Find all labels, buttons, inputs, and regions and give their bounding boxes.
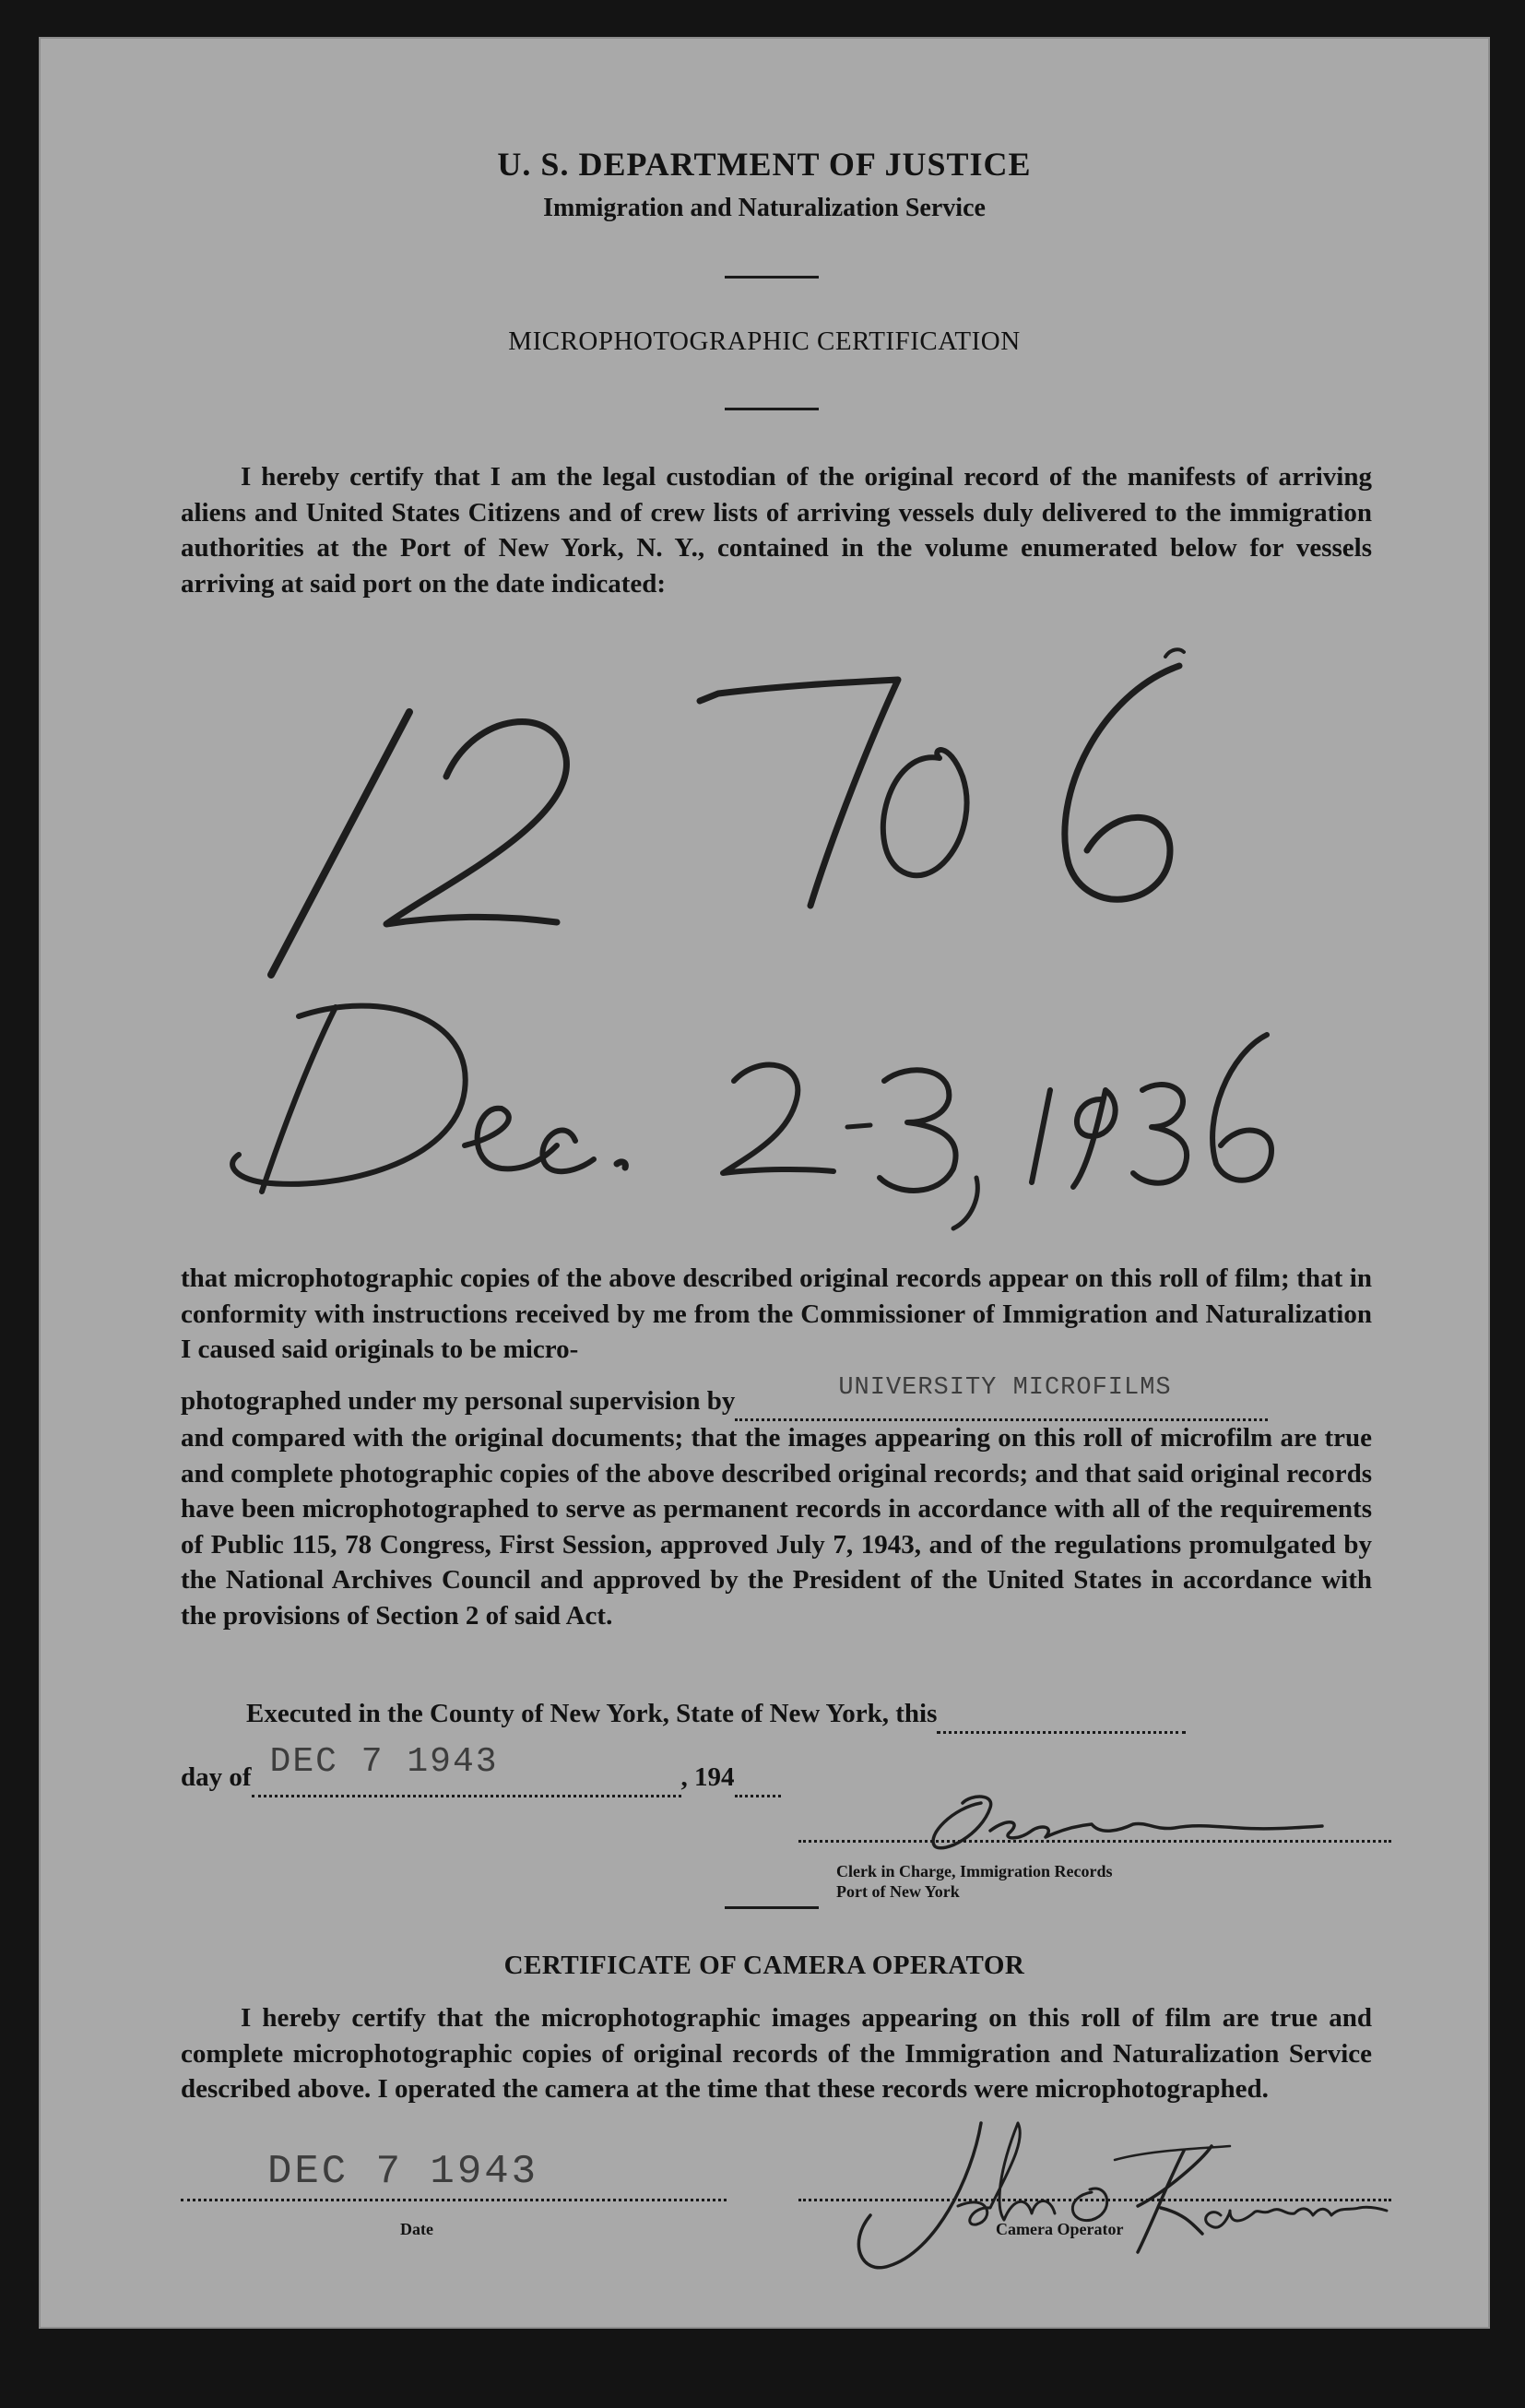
camera-operator-label: Camera Operator [996, 2220, 1124, 2238]
divider [725, 276, 819, 279]
day-of-label: day of [181, 1762, 252, 1792]
photographed-by-line [181, 1374, 1268, 1421]
intro-text: I hereby certify that I am the legal custodian of the original record of the manifests of arriving aliens and United States Citizens and of crew lists of arriving vessels duly delivered to the immigration authorities at the Port of New York, N. Y., contained in the volume enumerated below for vessels arriving at said port on the date indicated: [181, 462, 1372, 599]
form-title: MICROPHOTOGRAPHIC CERTIFICATION [508, 326, 1021, 356]
handwritten-date [170, 952, 1368, 1265]
department-heading: U. S. DEPARTMENT OF JUSTICE [497, 146, 1032, 183]
photographed-by-label: photographed under my personal supervision by [181, 1386, 736, 1416]
day-of-line [181, 1742, 781, 1797]
camera-date-label: Date [400, 2220, 433, 2238]
year-prefix: , 194 [680, 1762, 735, 1792]
certification-intro [181, 459, 1372, 601]
camera-operator-signature-line [798, 2199, 1391, 2201]
camera-operator-body [181, 2000, 1372, 2107]
divider [725, 408, 819, 410]
camera-date-stamp: DEC 7 1943 [267, 2149, 539, 2195]
body-part2-text: and compared with the original documents; that the images appearing on this roll of microfilm are true and complete photographic copies of the above described original records; and that said original records have been microphotographed to serve as permanent records in accordance with all of the requirements of Public 115, 78 Congress, First Session, approved July 7, 1943, and of the regulations promulgated by the National Archives Council and approved by the President of the United States in accordance with the provisions of Section 2 of said Act. [181, 1423, 1372, 1631]
clerk-title: Clerk in Charge, Immigration Records [836, 1862, 1113, 1880]
year-field [735, 1760, 781, 1797]
clerk-signature [870, 1780, 1424, 1854]
camera-operator-heading: CERTIFICATE OF CAMERA OPERATOR [503, 1951, 1025, 1980]
certification-body-2 [181, 1420, 1372, 1633]
day-of-stamp: DEC 7 1943 [269, 1742, 499, 1782]
camera-date-line [181, 2199, 727, 2201]
photographed-by-field [735, 1374, 1268, 1421]
certificate-sheet [39, 37, 1490, 2329]
clerk-location: Port of New York [836, 1882, 960, 1901]
divider [725, 1906, 819, 1909]
day-of-field [252, 1742, 681, 1797]
camera-operator-signature [797, 2105, 1424, 2289]
certification-body-1 [181, 1261, 1372, 1368]
service-subheading: Immigration and Naturalization Service [543, 194, 986, 222]
photographed-by-stamp: UNIVERSITY MICROFILMS [838, 1374, 1172, 1402]
executed-line [246, 1696, 1186, 1734]
clerk-signature-line [798, 1840, 1391, 1843]
executed-text: Executed in the County of New York, State of New York, this [246, 1699, 938, 1728]
executed-day-field [937, 1696, 1186, 1734]
body-part1-text: that microphotographic copies of the above described original records appear on this roll of film; that in conformity with instructions received by me from the Commissioner of Immigration and Naturalization I caused said originals to be micro- [181, 1263, 1372, 1364]
camera-operator-text: I hereby certify that the microphotographic images appearing on this roll of film are true and complete microphotographic copies of original records of the Immigration and Naturalization Service described above. I operated the camera at the time that these records were microphotographed. [181, 2003, 1372, 2104]
